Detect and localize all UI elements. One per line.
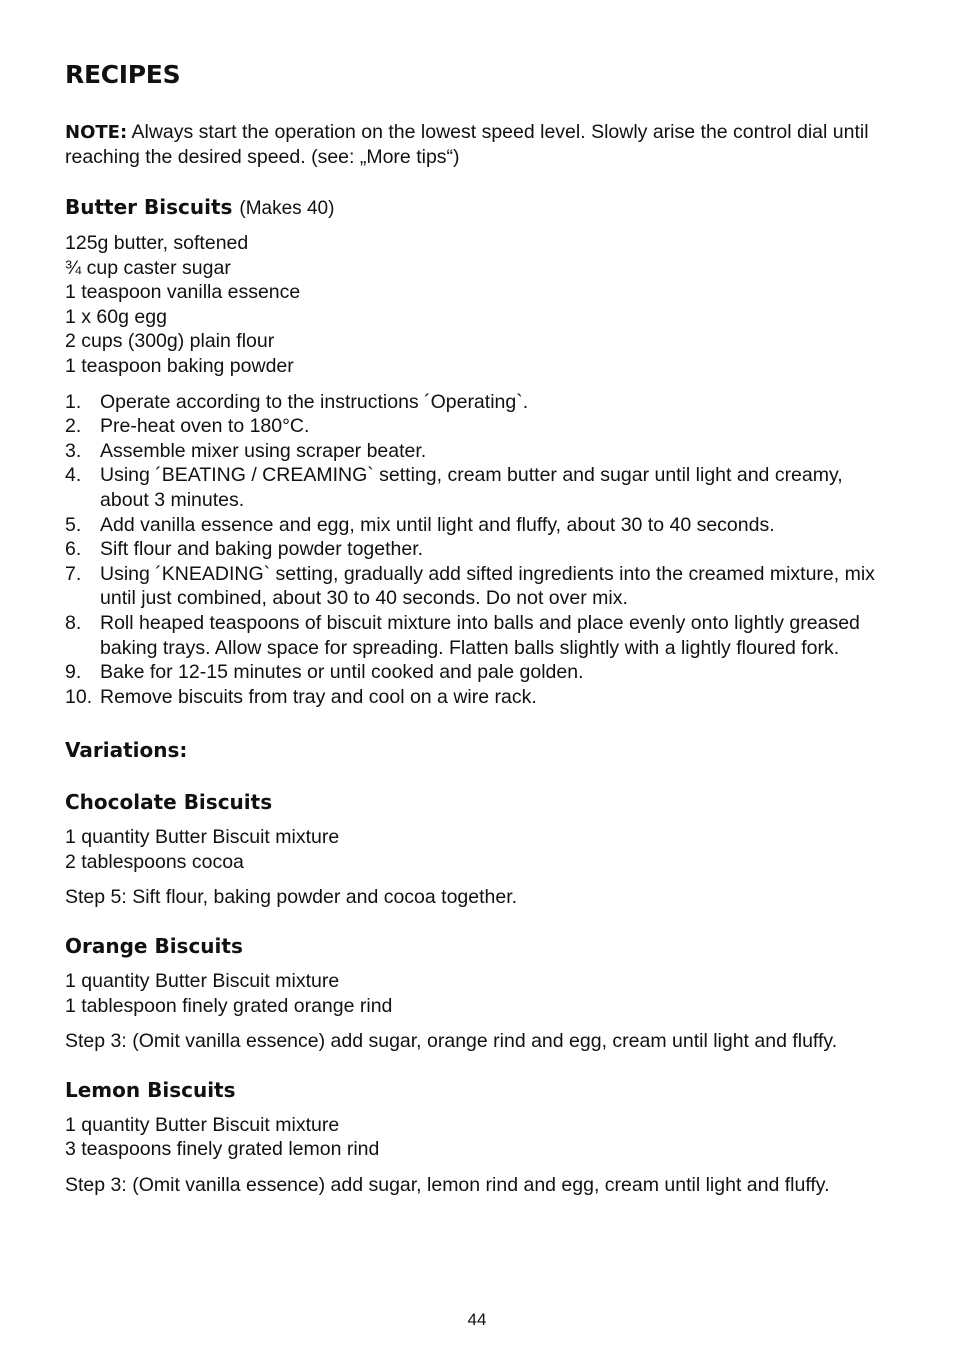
variation-title: Chocolate Biscuits bbox=[65, 790, 273, 815]
method-steps bbox=[65, 390, 895, 710]
step-number: 8. bbox=[65, 611, 82, 634]
ingredient-item: 1 quantity Butter Biscuit mixture bbox=[65, 970, 340, 993]
page-number: 44 bbox=[467, 1310, 487, 1329]
recipe-yield: (Makes 40) bbox=[239, 198, 335, 219]
step-text: Operate according to the instructions ´Operating`. bbox=[100, 390, 529, 413]
recipe-page bbox=[65, 60, 895, 1198]
step-text: Add vanilla essence and egg, mix until light and fluffy, about 30 to 40 seconds. bbox=[100, 513, 775, 536]
step-number: 5. bbox=[65, 513, 82, 536]
ingredient-item: 1 x 60g egg bbox=[65, 305, 167, 328]
step-number: 2. bbox=[65, 415, 82, 438]
step-item bbox=[65, 463, 895, 512]
step-text: Pre-heat oven to 180°C. bbox=[100, 415, 310, 438]
step-text: Using ´BEATING / CREAMING` setting, cream butter and sugar until light and creamy, about 3 minutes. bbox=[100, 464, 843, 511]
recipe-name: Butter Biscuits bbox=[65, 195, 233, 219]
ingredient-item: 1 tablespoon finely grated orange rind bbox=[65, 994, 393, 1017]
step-number: 9. bbox=[65, 661, 82, 684]
ingredient-item: 2 tablespoons cocoa bbox=[65, 850, 244, 873]
step-text: Sift flour and baking powder together. bbox=[100, 538, 424, 561]
variation-lemon bbox=[65, 1078, 895, 1198]
variation-ingredients bbox=[65, 969, 895, 1018]
ingredient-item: 1 quantity Butter Biscuit mixture bbox=[65, 1113, 340, 1136]
step-item bbox=[65, 414, 895, 439]
step-text: Using ´KNEADING` setting, gradually add sifted ingredients into the creamed mixture, mix until just combined, about 30 to 40 seconds. Do not over mix. bbox=[100, 562, 875, 610]
ingredient-item: 125g butter, softened bbox=[65, 232, 249, 254]
note bbox=[65, 120, 895, 170]
ingredient-item: ¾ cup caster sugar bbox=[65, 256, 231, 279]
step-item bbox=[65, 660, 895, 685]
ingredient-item: 1 quantity Butter Biscuit mixture bbox=[65, 826, 340, 849]
step-item bbox=[65, 390, 895, 415]
variations-heading: Variations: bbox=[65, 738, 188, 763]
step-item bbox=[65, 513, 895, 538]
step-number: 3. bbox=[65, 439, 82, 462]
variation-title: Orange Biscuits bbox=[65, 934, 243, 959]
variation-step: Step 3: (Omit vanilla essence) add sugar, lemon rind and egg, cream until light and fluffy. bbox=[65, 1174, 830, 1197]
step-number: 7. bbox=[65, 562, 82, 585]
note-text: Always start the operation on the lowest speed level. Slowly arise the control dial until reaching the desired speed. (see: „More tips“) bbox=[65, 121, 869, 168]
ingredient-item: 2 cups (300g) plain flour bbox=[65, 330, 275, 353]
variation-ingredients bbox=[65, 1113, 895, 1162]
step-number: 4. bbox=[65, 464, 82, 487]
ingredient-item: 1 teaspoon vanilla essence bbox=[65, 281, 301, 304]
ingredient-item: 3 teaspoons finely grated lemon rind bbox=[65, 1138, 380, 1161]
step-item bbox=[65, 537, 895, 562]
variation-orange bbox=[65, 934, 895, 1054]
step-text: Assemble mixer using scraper beater. bbox=[100, 439, 427, 462]
variation-step: Step 3: (Omit vanilla essence) add sugar, orange rind and egg, cream until light and fluffy. bbox=[65, 1030, 838, 1053]
note-label: NOTE: bbox=[65, 122, 128, 143]
variation-chocolate bbox=[65, 790, 895, 910]
step-number: 1. bbox=[65, 390, 82, 413]
ingredient-list bbox=[65, 231, 895, 379]
recipe-title bbox=[65, 195, 895, 221]
step-item bbox=[65, 439, 895, 464]
variation-step: Step 5: Sift flour, baking powder and cocoa together. bbox=[65, 886, 518, 909]
variation-ingredients bbox=[65, 825, 895, 874]
step-text: Remove biscuits from tray and cool on a wire rack. bbox=[100, 685, 537, 708]
step-item bbox=[65, 611, 895, 660]
step-item bbox=[65, 562, 895, 611]
step-text: Bake for 12-15 minutes or until cooked and pale golden. bbox=[100, 661, 584, 684]
step-item bbox=[65, 685, 895, 710]
ingredient-item: 1 teaspoon baking powder bbox=[65, 354, 294, 377]
step-text: Roll heaped teaspoons of biscuit mixture into balls and place evenly onto lightly greased baking trays. Allow space for spreading. Flatten balls slightly with a lightly floured fork. bbox=[100, 611, 860, 659]
page-title: RECIPES bbox=[65, 60, 181, 89]
variation-title: Lemon Biscuits bbox=[65, 1077, 236, 1102]
step-number: 6. bbox=[65, 538, 82, 561]
step-number: 10. bbox=[65, 685, 93, 708]
